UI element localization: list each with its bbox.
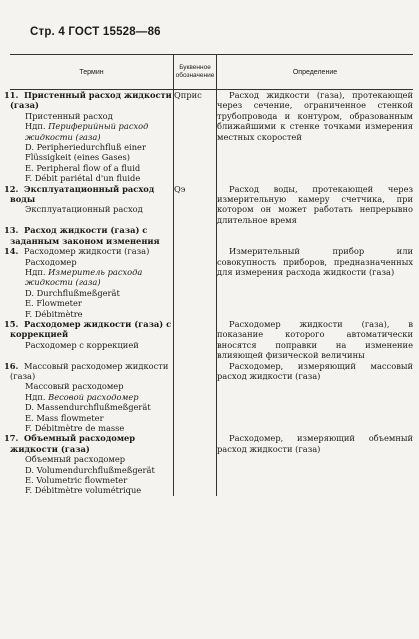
term-line	[10, 267, 173, 288]
term-line-text: D. Volumendurchflußmeßgerät	[25, 464, 155, 475]
term-line-text: F. Débit pariétal d'un fluide	[25, 173, 141, 184]
term-line-text: E. Mass flowmeter	[25, 412, 104, 423]
term-line	[10, 163, 173, 173]
table-row	[10, 361, 413, 434]
term-line-text: Ндп.	[25, 121, 49, 132]
term-line	[10, 121, 173, 142]
term-line	[10, 309, 173, 319]
definition-cell	[217, 184, 414, 226]
term-cell	[4, 433, 174, 496]
term-line-text: Ндп.	[25, 391, 49, 402]
term-title: Расходомер жидкости (газа)	[24, 246, 150, 257]
table-row	[10, 246, 413, 319]
term-heading	[4, 225, 173, 246]
table-row	[10, 225, 413, 246]
term-cell	[4, 246, 174, 319]
term-line-text: F. Débitmètre volumétrique	[25, 485, 142, 496]
term-title: Эксплуатационный расход воды	[10, 183, 155, 205]
column-header-symbol: Буквенное обозначение	[174, 55, 217, 90]
term-line	[10, 340, 173, 350]
terms-table	[4, 54, 413, 496]
term-line-text: E. Volumetric flowmeter	[25, 475, 128, 486]
term-heading	[4, 318, 173, 340]
term-number: 17.	[4, 433, 19, 444]
term-line-text: Расходомер	[25, 256, 77, 267]
symbol-cell: Qэ	[174, 184, 217, 226]
symbol-cell	[174, 361, 217, 434]
term-line	[10, 173, 173, 183]
term-title: Пристенный расход жидкости (газа)	[10, 90, 172, 111]
term-line	[10, 298, 173, 308]
definition-text: Расходомер, измеряющий массовый расход жидкости (газа)	[217, 360, 413, 381]
table-row	[10, 90, 413, 184]
term-number: 12.	[4, 183, 19, 194]
term-number: 11.	[4, 90, 19, 100]
term-line	[10, 381, 173, 391]
term-cell	[4, 225, 174, 246]
term-number: 15.	[4, 318, 19, 329]
term-line-text: F. Débitmètre	[25, 308, 83, 319]
term-line	[10, 392, 173, 402]
definition-cell	[217, 319, 414, 361]
term-title: Массовый расходомер жидкости (газа)	[10, 360, 169, 381]
term-cell	[4, 90, 174, 184]
term-line	[10, 142, 173, 163]
term-number: 16.	[4, 360, 19, 371]
term-line-text: Объемный расходомер	[25, 454, 126, 465]
definition-cell	[217, 90, 414, 184]
term-title: Расходомер жидкости (газа) с коррекцией	[10, 318, 172, 340]
definition-text: Расходомер жидкости (газа), в показание которого автоматически вносятся поправки на изменение влияющей физической величины	[217, 318, 413, 361]
term-cell	[4, 360, 174, 434]
term-number: 14.	[4, 246, 19, 257]
term-line	[10, 485, 173, 495]
term-line	[10, 423, 173, 433]
table-header-row	[10, 55, 413, 90]
term-line-text: E. Peripheral flow of a fluid	[25, 162, 141, 173]
term-line	[10, 204, 173, 214]
term-line-text: Эксплуатационный расход	[25, 204, 143, 215]
term-line-italic: Периферийный расход жидкости (газа)	[25, 121, 149, 142]
term-line	[10, 465, 173, 475]
table-row	[10, 433, 413, 495]
term-heading	[4, 90, 173, 111]
symbol-cell	[174, 246, 217, 319]
term-line	[10, 402, 173, 412]
term-line	[10, 111, 173, 121]
term-title: Расход жидкости (газа) с заданным законом изменения	[10, 225, 160, 246]
term-cell	[4, 318, 174, 361]
term-line-text: D. Massendurchflußmeßgerät	[25, 402, 151, 413]
definition-text: Расход жидкости (газа), протекающей через сечение, ограниченное стенкой трубопровода и контуром, образованным ближайшими к стенке точками измерения местных скоростей	[217, 90, 413, 142]
definition-text: Расход воды, протекающей через измерительную камеру счетчика, при котором он может работать непрерывно длительное время	[217, 183, 413, 225]
column-header-term: Термин	[10, 55, 174, 90]
term-number: 13.	[4, 225, 19, 236]
term-heading	[4, 183, 173, 205]
term-cell	[4, 183, 174, 226]
term-line	[10, 288, 173, 298]
term-line-text: D. Durchflußmeßgerät	[25, 287, 120, 298]
symbol-cell: Qприс	[174, 90, 217, 184]
term-line	[10, 475, 173, 485]
page-header: Стр. 4 ГОСТ 15528—86	[30, 26, 161, 38]
definition-cell	[217, 361, 414, 434]
term-line-text: D. Peripheriedurchfluß einer Flüssigkeit (eines Gases)	[25, 142, 146, 163]
term-line	[10, 257, 173, 267]
term-line-text: Расходомер с коррекцией	[25, 339, 139, 350]
term-line-italic: Измеритель расхода жидкости (газа)	[25, 266, 143, 288]
definition-text: Расходомер, измеряющий объемный расход жидкости (газа)	[217, 433, 413, 454]
symbol-cell	[174, 433, 217, 495]
term-line-text: E. Flowmeter	[25, 298, 82, 309]
term-line	[10, 454, 173, 464]
term-line-text: Ндп.	[25, 266, 49, 277]
table-row	[10, 319, 413, 361]
term-line	[10, 413, 173, 423]
term-heading	[4, 433, 173, 454]
definition-cell	[217, 246, 414, 319]
definition-text: Измерительный прибор или совокупность приборов, предназначенных для измерения расхода жидкости (газа)	[217, 246, 413, 277]
symbol-cell	[174, 319, 217, 361]
term-line-text: F. Débitmètre de masse	[25, 423, 125, 433]
table-row	[10, 184, 413, 226]
term-line-text: Массовый расходомер	[25, 381, 124, 392]
symbol-cell	[174, 225, 217, 246]
term-line-text: Пристенный расход	[25, 110, 113, 121]
table-body	[4, 90, 413, 496]
definition-cell	[217, 225, 414, 246]
term-line-italic: Весовой расходомер	[48, 391, 139, 402]
definition-cell	[217, 433, 414, 495]
term-heading	[4, 246, 173, 257]
term-heading	[4, 360, 173, 382]
term-title: Объемный расходомер жидкости (газа)	[10, 433, 136, 454]
column-header-definition: Определение	[217, 55, 414, 90]
